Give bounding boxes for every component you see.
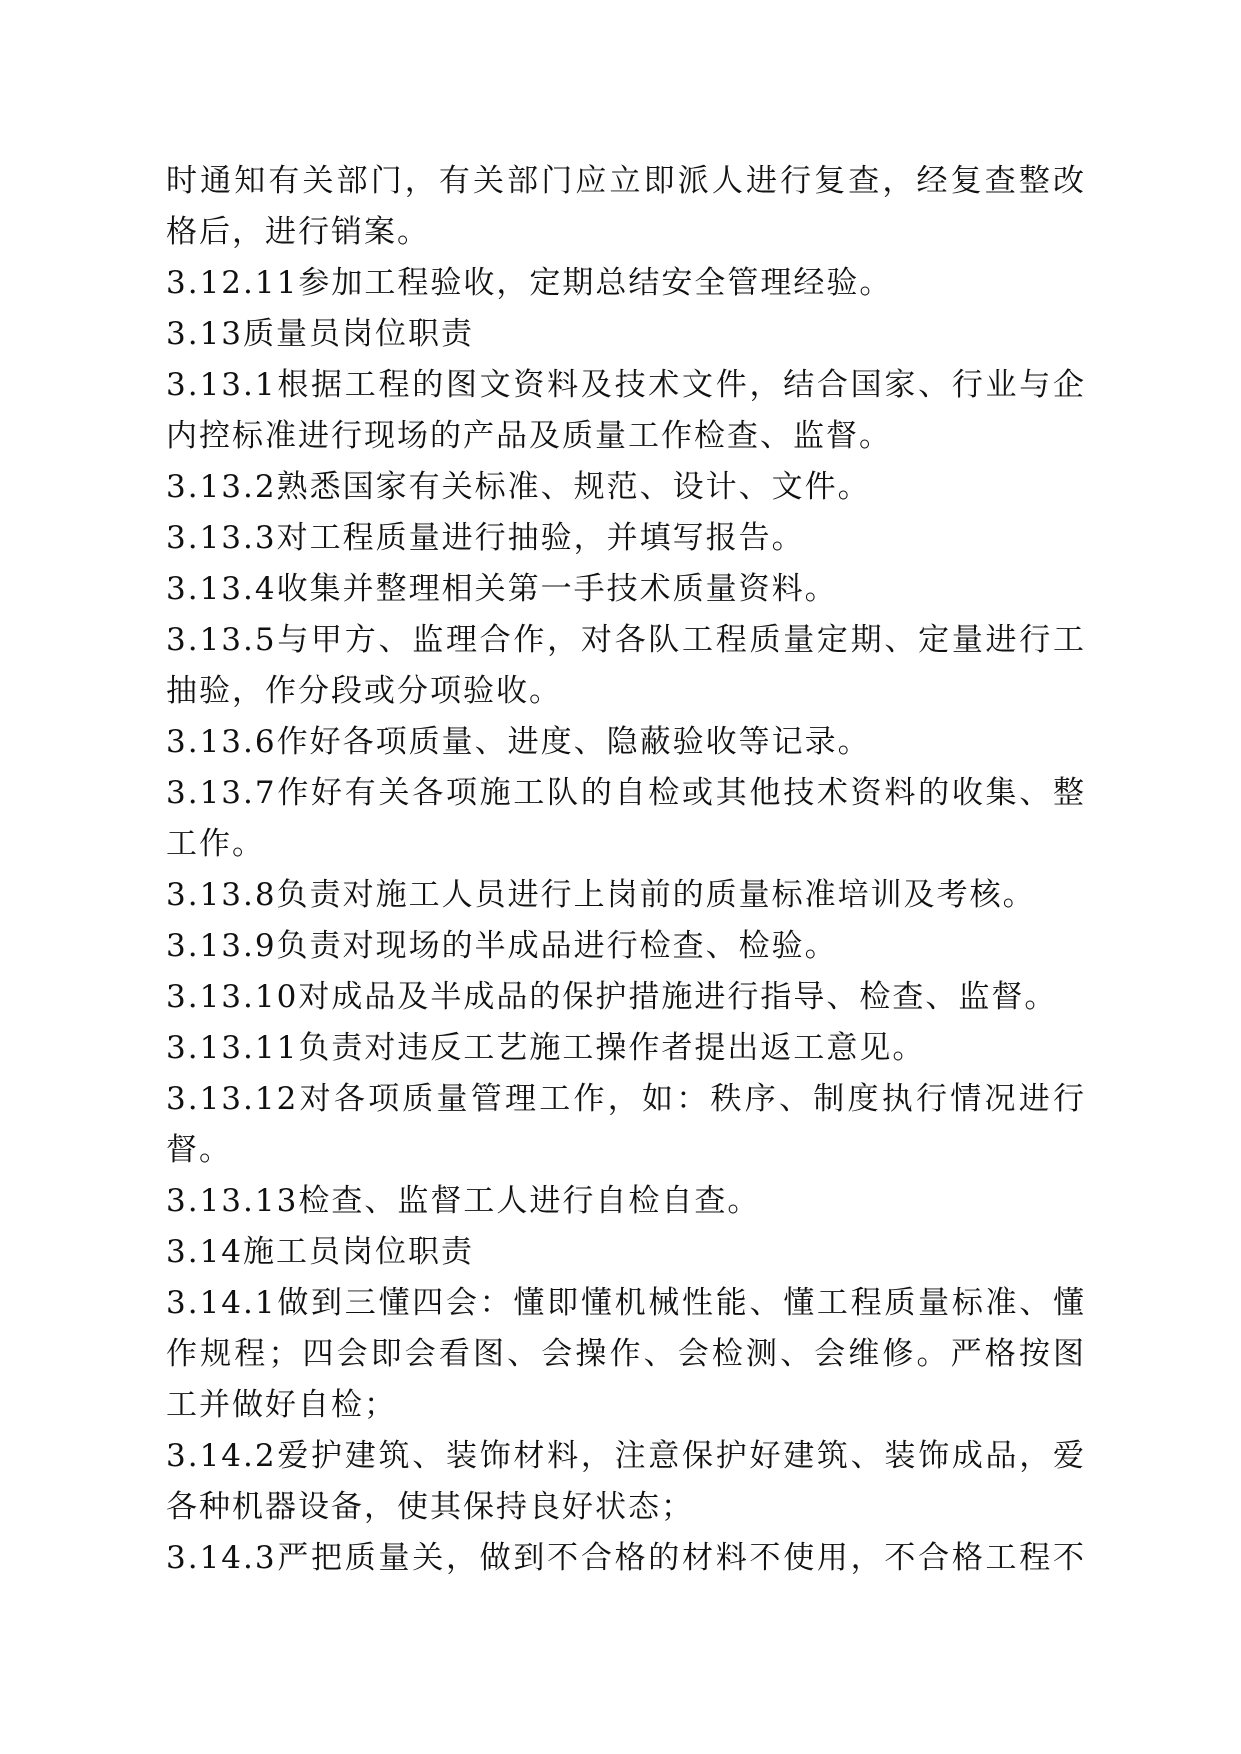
text-line: 3.13.8负责对施工人员进行上岗前的质量标准培训及考核。: [166, 877, 1036, 913]
text-line: 作规程；四会即会看图、会操作、会检测、会维修。严格按图: [166, 1336, 1086, 1372]
text-line: 各种机器设备，使其保持良好状态；: [166, 1489, 694, 1525]
text-line: 内控标准进行现场的产品及质量工作检查、监督。: [166, 418, 892, 454]
text-line: 3.13质量员岗位职责: [166, 316, 475, 352]
text-line: 3.13.11负责对违反工艺施工操作者提出返工意见。: [166, 1030, 926, 1066]
document-body: [166, 156, 1086, 1584]
text-line: 3.13.5与甲方、监理合作，对各队工程质量定期、定量进行工: [166, 622, 1086, 658]
text-line: 3.13.12对各项质量管理工作，如：秩序、制度执行情况进行: [166, 1081, 1086, 1117]
text-line: 格后，进行销案。: [166, 214, 430, 250]
text-line: 工作。: [166, 826, 265, 862]
text-line: 3.13.4收集并整理相关第一手技术质量资料。: [166, 571, 838, 607]
text-line: 3.14.3严把质量关，做到不合格的材料不使用，不合格工程不: [166, 1540, 1086, 1576]
text-line: 3.14施工员岗位职责: [166, 1234, 475, 1270]
text-line: 3.13.7作好有关各项施工队的自检或其他技术资料的收集、整: [166, 775, 1086, 811]
text-line: 抽验，作分段或分项验收。: [166, 673, 562, 709]
text-line: 3.13.9负责对现场的半成品进行检查、检验。: [166, 928, 838, 964]
text-line: 3.14.2爱护建筑、装饰材料，注意保护好建筑、装饰成品，爱: [166, 1438, 1086, 1474]
text-line: 3.14.1做到三懂四会：懂即懂机械性能、懂工程质量标准、懂: [166, 1285, 1086, 1321]
text-line: 督。: [166, 1132, 232, 1168]
text-line: 时通知有关部门，有关部门应立即派人进行复查，经复查整改: [166, 163, 1086, 199]
text-line: 3.13.10对成品及半成品的保护措施进行指导、检查、监督。: [166, 979, 1058, 1015]
text-line: 3.12.11参加工程验收，定期总结安全管理经验。: [166, 265, 893, 301]
text-line: 3.13.1根据工程的图文资料及技术文件，结合国家、行业与企: [166, 367, 1086, 403]
text-line: 工并做好自检；: [166, 1387, 397, 1423]
text-line: 3.13.13检查、监督工人进行自检自查。: [166, 1183, 761, 1219]
text-line: 3.13.3对工程质量进行抽验，并填写报告。: [166, 520, 805, 556]
text-line: 3.13.2熟悉国家有关标准、规范、设计、文件。: [166, 469, 871, 505]
text-line: 3.13.6作好各项质量、进度、隐蔽验收等记录。: [166, 724, 871, 760]
